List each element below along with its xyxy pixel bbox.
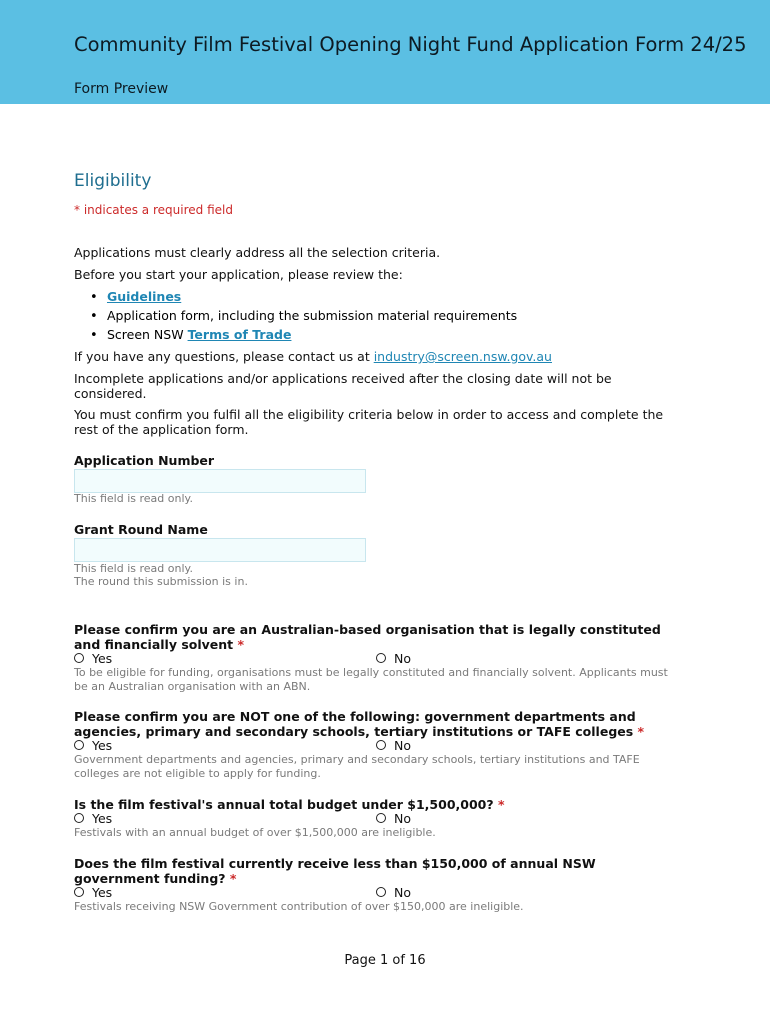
contact-paragraph [74, 349, 684, 364]
required-star: * [497, 797, 505, 812]
section-title: Eligibility [74, 171, 152, 191]
q3-yes-radio[interactable] [74, 812, 112, 826]
question-australian-organisation [74, 622, 684, 652]
grant-round-helper-description: The round this submission is in. [74, 575, 248, 588]
confirm-eligibility-note: You must confirm you fulfil all the eligibility criteria below in order to access and complete the rest of the application form. [74, 407, 664, 437]
list-item [90, 326, 517, 345]
q1-no-radio[interactable] [376, 652, 411, 666]
application-form-item: Application form, including the submission material requirements [106, 308, 518, 323]
q4-yes-radio[interactable] [74, 886, 112, 900]
application-number-field[interactable] [74, 469, 366, 493]
form-header [0, 0, 770, 104]
incomplete-applications-note: Incomplete applications and/or applications received after the closing date will not be considered. [74, 371, 612, 401]
q2-no-radio[interactable] [376, 739, 411, 753]
terms-of-trade-link[interactable]: Terms of Trade [187, 327, 292, 342]
q3-no-radio[interactable] [376, 812, 411, 826]
required-field-note: * indicates a required field [74, 203, 233, 217]
radio-circle-icon [74, 653, 84, 663]
grant-round-name-field[interactable] [74, 538, 366, 562]
radio-circle-icon [74, 887, 84, 897]
radio-circle-icon [74, 740, 84, 750]
required-star: * [229, 871, 237, 886]
application-number-helper: This field is read only. [74, 492, 193, 505]
intro-selection-criteria: Applications must clearly address all the selection criteria. [74, 245, 441, 260]
question-text: Please confirm you are NOT one of the following: government departments and agencies, primary and secondary schools, tertiary institutions or TAFE colleges [74, 709, 636, 739]
grant-round-helper-readonly: This field is read only. [74, 562, 193, 575]
radio-circle-icon [376, 653, 386, 663]
question-annual-budget [74, 797, 684, 812]
radio-label: No [394, 738, 411, 753]
page-indicator: Page 1 of 16 [344, 953, 426, 968]
q1-helper: To be eligible for funding, organisations must be legally constituted and financially solvent. Applicants must be an Australian organisation with an ABN. [74, 666, 668, 693]
radio-label: No [394, 885, 411, 900]
radio-circle-icon [74, 813, 84, 823]
q2-helper: Government departments and agencies, primary and secondary schools, tertiary institutions and TAFE colleges are not eligible to apply for funding. [74, 753, 640, 780]
radio-label: No [394, 811, 411, 826]
list-item [90, 307, 517, 326]
q4-no-radio[interactable] [376, 886, 411, 900]
q4-helper: Festivals receiving NSW Government contribution of over $150,000 are ineligible. [74, 900, 524, 913]
application-number-label: Application Number [74, 453, 215, 468]
question-text: Does the film festival currently receive less than $150,000 of annual NSW government funding? [74, 856, 596, 886]
question-text: Is the film festival's annual total budget under $1,500,000? [74, 797, 494, 812]
radio-label: Yes [92, 651, 113, 666]
form-subtitle: Form Preview [74, 81, 169, 97]
required-star: * [237, 637, 245, 652]
radio-label: Yes [92, 738, 113, 753]
required-star: * [637, 724, 645, 739]
radio-circle-icon [376, 813, 386, 823]
radio-label: Yes [92, 885, 113, 900]
question-text: Please confirm you are an Australian-based organisation that is legally constituted and financially solvent [74, 622, 661, 652]
question-nsw-funding [74, 856, 684, 886]
radio-label: No [394, 651, 411, 666]
radio-circle-icon [376, 887, 386, 897]
intro-review-prompt: Before you start your application, please review the: [74, 267, 403, 282]
radio-circle-icon [376, 740, 386, 750]
list-item [90, 288, 517, 307]
contact-prefix: If you have any questions, please contact us at [74, 349, 374, 364]
guidelines-link[interactable]: Guidelines [106, 289, 182, 304]
q1-yes-radio[interactable] [74, 652, 112, 666]
q3-helper: Festivals with an annual budget of over $1,500,000 are ineligible. [74, 826, 436, 839]
contact-email-link[interactable]: industry@screen.nsw.gov.au [373, 349, 552, 364]
q2-yes-radio[interactable] [74, 739, 112, 753]
question-not-government [74, 709, 684, 739]
screen-nsw-prefix: Screen NSW [106, 327, 188, 342]
form-title: Community Film Festival Opening Night Fund Application Form 24/25 [74, 33, 747, 56]
grant-round-name-label: Grant Round Name [74, 522, 208, 537]
radio-label: Yes [92, 811, 113, 826]
review-list [90, 288, 517, 345]
